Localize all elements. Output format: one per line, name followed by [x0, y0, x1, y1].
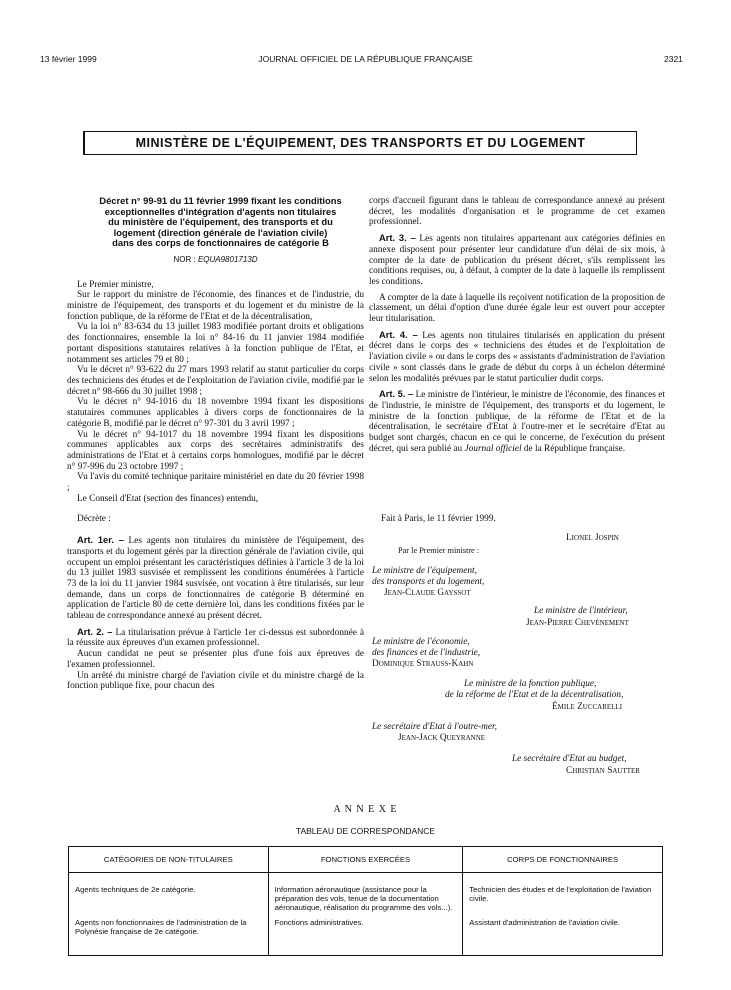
paragraph: Aucun candidat ne peut se présenter plus d'une fois aux épreuves de l'examen professionnel. [67, 649, 364, 670]
left-column [67, 196, 364, 692]
article-2-label: Art. 2. – [77, 626, 113, 637]
header-date: 13 février 1999 [40, 54, 97, 64]
signature-title: Le ministre de l'équipement, [372, 566, 477, 576]
table-cell: Assistant d'administration de l'aviation civile. [463, 915, 663, 956]
ministry-title: MINISTÈRE DE L'ÉQUIPEMENT, DES TRANSPORTS ET DU LOGEMENT [135, 136, 586, 150]
article-5-text-a: Le ministre de l'intérieur, le ministre de l'économie, des finances et de l'industrie, le ministre de l'équipement, des transports et du logement, le ministre de la fonction publique, de la réforme de l'Etat et de la décentralisation, le secrétaire d'Etat à l'outre-mer et le secrétaire d'Etat au budget sont chargés, chacun en ce qui le concerne, de l'exécution du présent décret, qui sera publié au [369, 390, 665, 454]
paragraph: Sur le rapport du ministre de l'économie, des finances et de l'industrie, du ministre de l'équipement, des transports et du logement et du ministre de la fonction publique, de la réforme de l'Etat et de la décentralisation, [67, 290, 364, 322]
paragraph: Un arrêté du ministre chargé de l'aviation civile et du ministre chargé de la fonction publique fixe, pour chacun des [67, 670, 364, 692]
article-4-text: Les agents non titulaires titularisés en application du présent décret dans le corps des « techniciens des études et de l'exploitation de l'aviation civile » ou dans le corps des « assistants d'administration de l'aviation civile » sont classés dans le grade de début du corps à un échelon déterminé selon les modalités prévues par le statut particulier dudit corps. [369, 330, 665, 384]
paragraph: Vu le décret n° 93-622 du 27 mars 1993 relatif au statut particulier du corps des techniciens des études et de l'exploitation de l'aviation civile, modifié par le décret n° 98-666 du 30 juillet 1998 ; [67, 365, 364, 397]
decrete-heading: Décrète : [77, 514, 111, 525]
paragraph: Vu l'avis du comité technique paritaire ministériel en date du 20 février 1998 ; [67, 472, 364, 494]
signature-outre-mer: Jean-Jack Queyranne [398, 733, 486, 743]
header-journal: JOURNAL OFFICIEL DE LA RÉPUBLIQUE FRANÇAISE [258, 54, 473, 64]
nor-label: NOR : [173, 254, 196, 264]
signature-title: Le ministre de la fonction publique, [464, 679, 597, 689]
decree-title-line: exceptionnelles d'intégration d'agents non titulaires [104, 205, 337, 217]
signature-title: des finances et de l'industrie, [372, 648, 481, 658]
paragraph: Le Conseil d'Etat (section des finances) entendu, [77, 493, 259, 504]
paragraph: corps d'accueil figurant dans le tableau de correspondance annexé au présent décret, les modalités d'organisation et le programme de cet examen professionnel. [369, 196, 665, 228]
annexe-title: A N N E X E [333, 804, 398, 815]
paragraph: Vu la loi n° 83-634 du 13 juillet 1983 modifiée portant droits et obligations des fonctionnaires, ensemble la loi n° 84-16 du 11 janvier 1984 modifiée portant dispositions statutaires relatives à la fonction publique de l'Etat, et notamment ses articles 79 et 80 ; [67, 322, 364, 365]
column-header: CATÉGORIES DE NON-TITULAIRES [69, 847, 269, 873]
table-cell: Agents non fonctionnaires de l'administration de la Polynésie française de 2e catégorie. [69, 915, 269, 956]
article-4 [369, 330, 665, 385]
article-3-text: Les agents non titulaires appartenant aux catégories définies en annexe disposent pour présenter leur candidature d'un délai de six mois, à compter de la date de publication du présent décret, s'ils remplissent les conditions requises, ou, à défaut, à compter de la date à laquelle ils remplissent les conditions. [369, 234, 665, 287]
column-header: FONCTIONS EXERCÉES [268, 847, 463, 873]
decree-title-line: logement (direction générale de l'aviation civile) [113, 226, 328, 238]
article-1-text: Les agents non titulaires du ministère de l'équipement, des transports et du logement gérés par la direction générale de l'aviation civile, qui occupent un emploi présentant les caractéristiques définies à l'article 3 de la loi du 13 juillet 1983 susvisée et remplissent les conditions énumérées à l'article 73 de la loi du 11 janvier 1984 susvisée, ont vocation à être titularisés, sur leur demande, dans un corps de fonctionnaires de catégorie B déterminé en application de l'article 80 de cette dernière loi, dans les conditions fixées par le tableau de correspondance annexé au présent décret. [67, 536, 364, 622]
article-3-label: Art. 3. – [379, 233, 416, 244]
annexe-subtitle: TABLEAU DE CORRESPONDANCE [295, 826, 436, 836]
table-row [69, 873, 663, 916]
signature-interieur: Jean-Pierre Chevènement [526, 618, 629, 628]
signature-fonction-publique: Émile Zuccarelli [552, 702, 623, 712]
article-5-jo: Journal officiel [464, 443, 522, 454]
article-2 [67, 627, 364, 649]
signature-title: Le secrétaire d'Etat à l'outre-mer, [372, 722, 497, 732]
article-2-text: La titularisation prévue à l'article 1er ci-dessus est subordonnée à la réussite aux épreuves d'un examen professionnel. [67, 627, 364, 649]
decree-title [67, 196, 364, 249]
table-header-row [69, 847, 663, 873]
fait-a-paris: Fait à Paris, le 11 février 1999. [381, 514, 496, 524]
signature-title: des transports et du logement, [372, 577, 485, 587]
par-premier-ministre: Par le Premier ministre : [398, 546, 480, 555]
paragraph: Vu le décret n° 94-1017 du 18 novembre 1994 fixant les dispositions communes applicables aux corps des secrétaires administratifs des administrations de l'Etat et à certains corps homologues, modifié par le décret n° 97-996 du 23 octobre 1997 ; [67, 429, 364, 472]
decree-title-line: du ministère de l'équipement, des transports et du [108, 216, 333, 228]
column-header: CORPS DE FONCTIONNAIRES [463, 847, 663, 873]
signature-title: Le secrétaire d'Etat au budget, [512, 754, 627, 764]
paragraph: A compter de la date à laquelle ils reçoivent notification de la proposition de classement, un délai d'option d'une durée égale leur est ouvert pour accepter leur titularisation. [369, 292, 665, 325]
decree-title-line: Décret n° 99-91 du 11 février 1999 fixant les conditions [99, 195, 342, 206]
article-5-label: Art. 5. – [379, 389, 414, 400]
article-4-label: Art. 4. – [379, 329, 418, 340]
paragraph: Le Premier ministre, [77, 279, 154, 290]
paragraph: Vu le décret n° 94-1016 du 18 novembre 1994 fixant les dispositions statutaires communes applicables à divers corps de fonctionnaires de la catégorie B, modifié par le décret n° 97-301 du 3 avril 1997 ; [67, 397, 364, 429]
table-cell: Technicien des études et de l'exploitation de l'aviation civile. [463, 873, 663, 916]
article-1-label: Art. 1er. – [77, 535, 124, 546]
right-column [369, 196, 665, 454]
signature-title: Le ministre de l'économie, [372, 637, 470, 647]
header-page-number: 2321 [664, 54, 683, 64]
table-cell: Information aéronautique (assistance pour la préparation des vols, tenue de la documentation aéronautique, réalisation du programme des vols...). [268, 873, 463, 916]
signature-title: Le ministre de l'intérieur, [534, 606, 628, 616]
signature-premier-ministre: Lionel Jospin [566, 533, 619, 543]
article-1 [67, 535, 364, 622]
signature-budget: Christian Sautter [566, 766, 640, 776]
table-cell: Agents techniques de 2e catégorie. [69, 873, 269, 916]
decree-title-line: dans des corps de fonctionnaires de catégorie B [112, 237, 329, 249]
table-cell: Fonctions administratives. [268, 915, 463, 956]
signature-economie: Dominique Strauss-Kahn [372, 659, 474, 669]
nor-code: EQUA9801713D [197, 254, 258, 264]
signature-equipement: Jean-Claude Gayssot [384, 588, 471, 598]
correspondence-table [68, 846, 663, 956]
signature-title: de la réforme de l'Etat et de la décentralisation, [445, 690, 624, 700]
article-3 [369, 233, 665, 288]
article-5 [369, 389, 665, 454]
article-5-text-b: de la République française. [523, 443, 626, 454]
ministry-banner [83, 131, 637, 155]
table-row [69, 915, 663, 956]
nor-reference [67, 255, 364, 266]
